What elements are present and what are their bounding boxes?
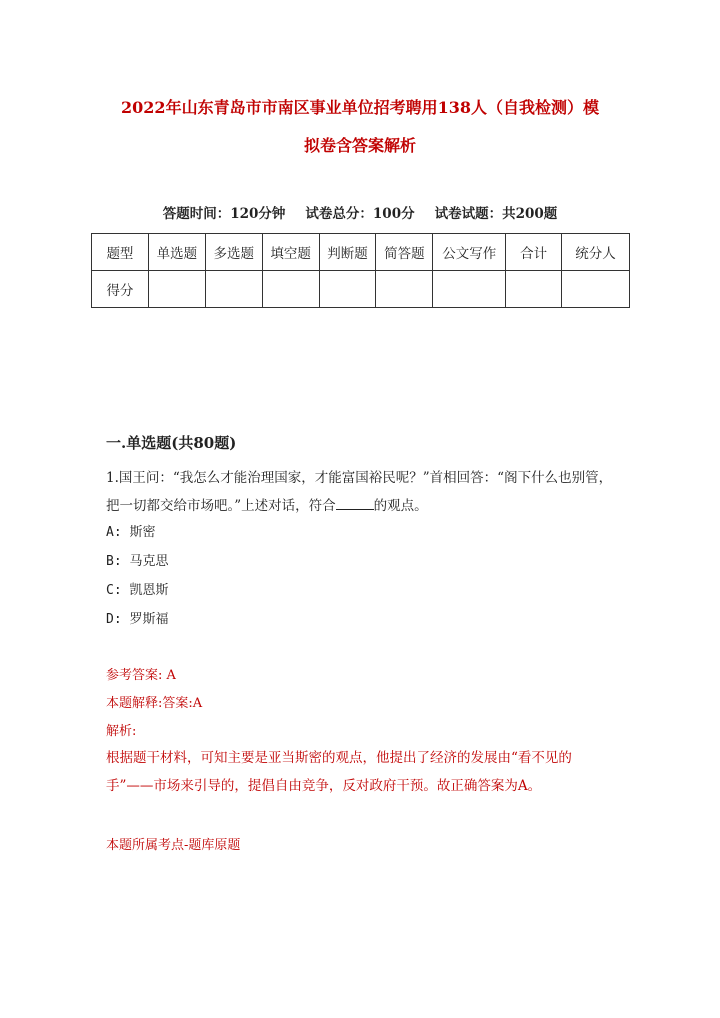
score-cell [506,271,562,308]
exam-total-score: 试卷总分：100分 [305,206,415,222]
question-stem: 1.国王问：“我怎么才能治理国家，才能富国裕民呢？”首相回答：“阁下什么也别管，把一切都交给市场吧。”上述对话，符合 [106,470,613,514]
exam-time: 答题时间：120分钟 [162,206,286,222]
option-b: B: 马克思 [106,554,169,569]
score-cell [433,271,506,308]
score-cell [319,271,376,308]
header-cell-fill-blank: 填空题 [262,234,319,271]
explanation-label: 本题解释:答案:A [106,696,203,711]
header-cell-scorer: 统分人 [562,234,630,271]
option-a: A: 斯密 [106,525,156,540]
header-cell-multiple-choice: 多选题 [205,234,262,271]
question-stem-end: 的观点。 [373,498,428,514]
document-title-line-1: 2022年山东青岛市市南区事业单位招考聘用138人（自我检测）模 [121,98,599,117]
option-d: D: 罗斯福 [106,612,169,627]
header-cell-short-answer: 简答题 [376,234,433,271]
exam-total-questions: 试卷试题：共200题 [434,206,558,222]
score-row-label: 得分 [92,271,149,308]
document-title-line-2: 拟卷含答案解析 [303,136,416,155]
score-cell [148,271,205,308]
header-cell-total: 合计 [506,234,562,271]
score-table-score-row [92,271,630,308]
exam-info [0,202,720,222]
question-text [106,464,616,520]
score-cell [562,271,630,308]
score-table-header-row [92,234,630,271]
score-table [91,233,630,308]
header-cell-type: 题型 [92,234,149,271]
question-source: 本题所属考点-题库原题 [106,838,241,853]
header-cell-single-choice: 单选题 [148,234,205,271]
answer-blank [336,497,374,510]
score-cell [376,271,433,308]
reference-answer: 参考答案: A [106,668,176,683]
header-cell-official-writing: 公文写作 [433,234,506,271]
section-heading: 一.单选题(共80题) [106,434,237,452]
header-cell-true-false: 判断题 [319,234,376,271]
score-cell [205,271,262,308]
analysis-text: 根据题干材料，可知主要是亚当斯密的观点，他提出了经济的发展由“看不见的手”——市场来引导的，提倡自由竞争，反对政府干预。故正确答案为A。 [106,750,572,794]
analysis-label: 解析: [106,724,137,739]
option-c: C: 凯恩斯 [106,583,169,598]
score-cell [262,271,319,308]
